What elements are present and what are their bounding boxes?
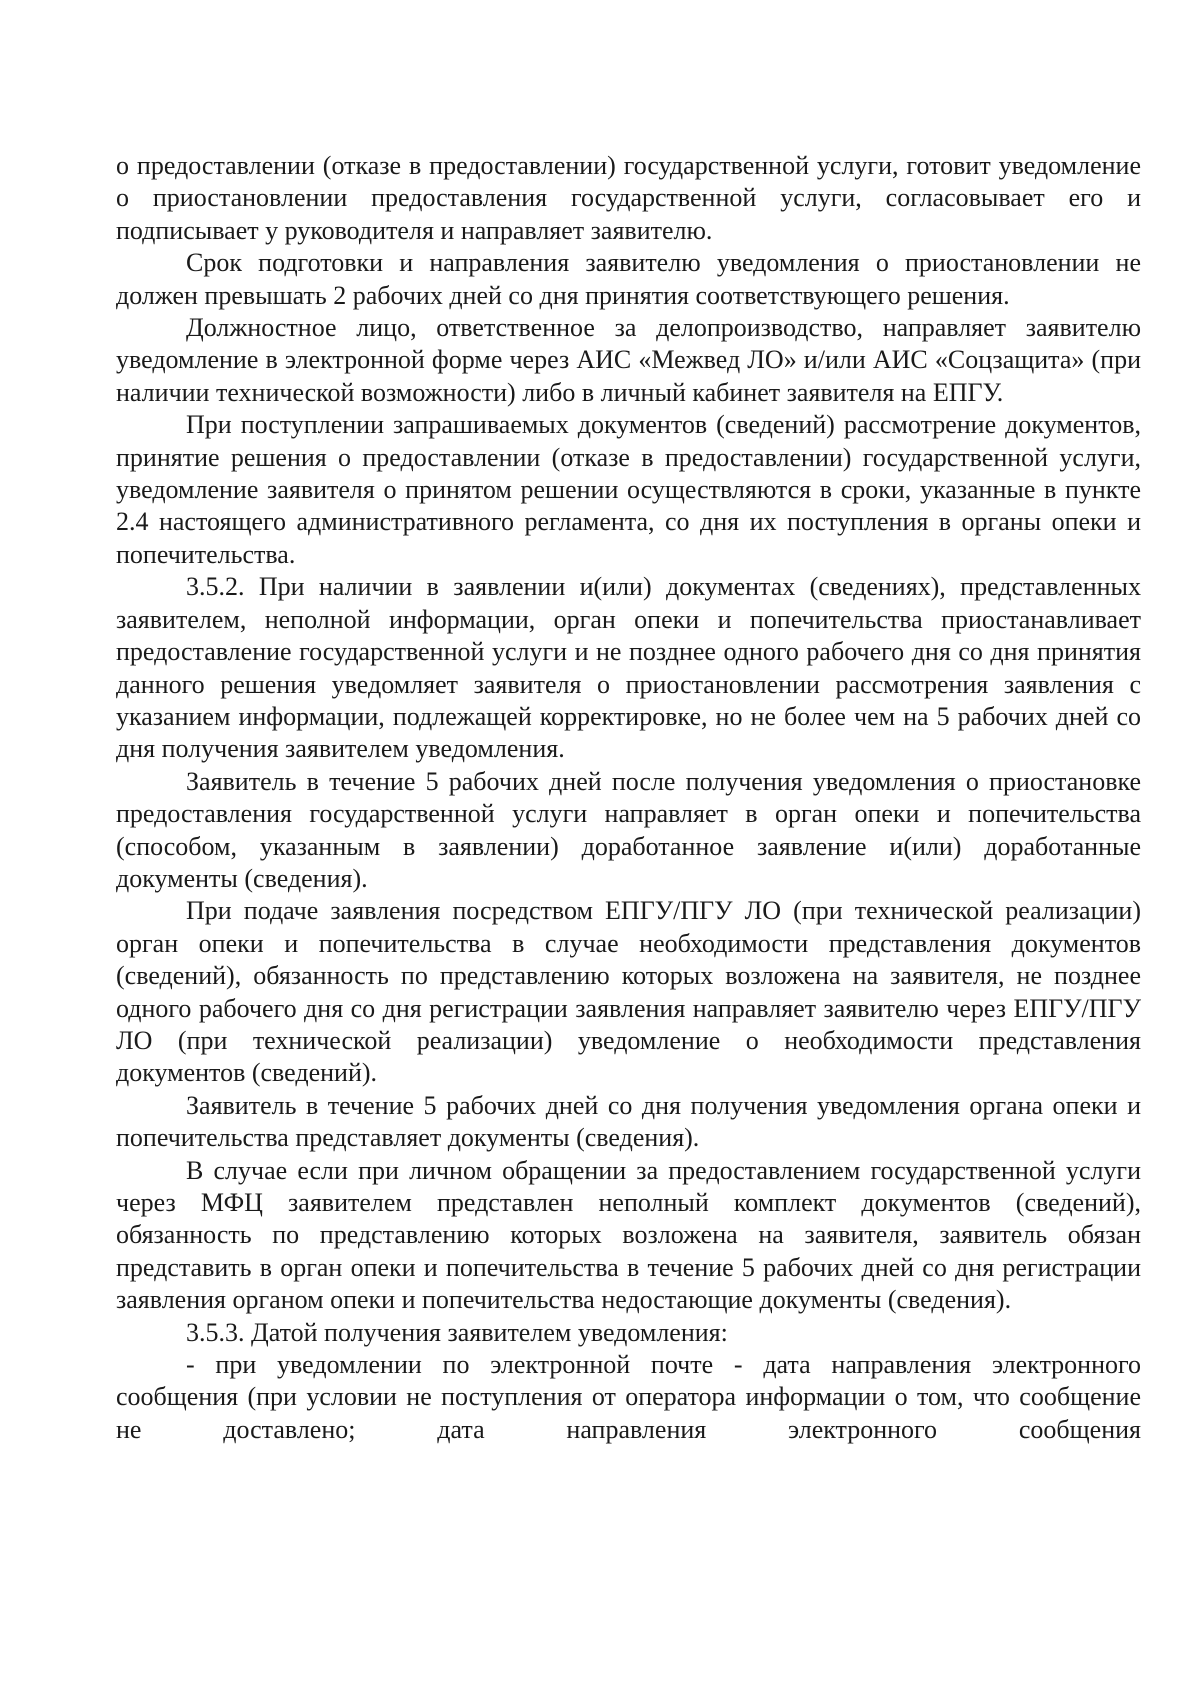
paragraph-8: Заявитель в течение 5 рабочих дней со дня получения уведомления органа опеки и попечительства представляет документы (сведения). — [116, 1090, 1141, 1153]
paragraph-10: 3.5.3. Датой получения заявителем уведомления: — [186, 1317, 728, 1347]
paragraph-6: Заявитель в течение 5 рабочих дней после получения уведомления о приостановке предоставления государственной услуги направляет в орган опеки и попечительства (способом, указанным в заявлении) доработанное заявление и(или) доработанные документы (сведения). — [116, 766, 1141, 893]
paragraph-9: В случае если при личном обращении за предоставлением государственной услуги через МФЦ заявителем представлен неполный комплект документов (сведений), обязанность по представлению которых возложена на заявителя, заявитель обязан представить в орган опеки и попечительства в течение 5 рабочих дней со дня регистрации заявления органом опеки и попечительства недостающие документы (сведения). — [116, 1155, 1141, 1315]
paragraph-5: 3.5.2. При наличии в заявлении и(или) документах (сведениях), представленных заявителем, неполной информации, орган опеки и попечительства приостанавливает предоставление государственной услуги и не позднее одного рабочего дня со дня принятия данного решения уведомляет заявителя о приостановлении рассмотрения заявления с указанием информации, подлежащей корректировке, но не более чем на 5 рабочих дней со дня получения заявителем уведомления. — [116, 572, 1141, 764]
paragraph-4: При поступлении запрашиваемых документов (сведений) рассмотрение документов, принятие решения о предоставлении (отказе в предоставлении) государственной услуги, уведомление заявителя о принятом решении осуществляются в сроки, указанные в пункте 2.4 настоящего административного регламента, со дня их поступления в органы опеки и попечительства. — [116, 410, 1141, 569]
paragraph-7: При подаче заявления посредством ЕПГУ/ПГУ ЛО (при технической реализации) орган опеки и попечительства в случае необходимости представления документов (сведений), обязанность по представлению которых возложена на заявителя, не позднее одного рабочего дня со дня регистрации заявления направляет заявителю через ЕПГУ/ПГУ ЛО (при технической реализации) уведомление о необходимости представления документов (сведений). — [116, 896, 1141, 1088]
document-body — [116, 150, 1141, 1446]
paragraph-2: Срок подготовки и направления заявителю уведомления о приостановлении не должен превышать 2 рабочих дней со дня принятия соответствующего решения. — [116, 248, 1141, 310]
paragraph-1: о предоставлении (отказе в предоставлении) государственной услуги, готовит уведомление о приостановлении предоставления государственной услуги, согласовывает его и подписывает у руководителя и направляет заявителю. — [116, 151, 1141, 245]
paragraph-3: Должностное лицо, ответственное за делопроизводство, направляет заявителю уведомление в электронной форме через АИС «Межвед ЛО» и/или АИС «Соцзащита» (при наличии технической возможности) либо в личный кабинет заявителя на ЕПГУ. — [116, 313, 1141, 407]
paragraph-11: - при уведомлении по электронной почте - дата направления электронного сообщения (при условии не поступления от оператора информации о том, что сообщение не доставлено; дата направления электронного сообщения — [116, 1350, 1141, 1444]
